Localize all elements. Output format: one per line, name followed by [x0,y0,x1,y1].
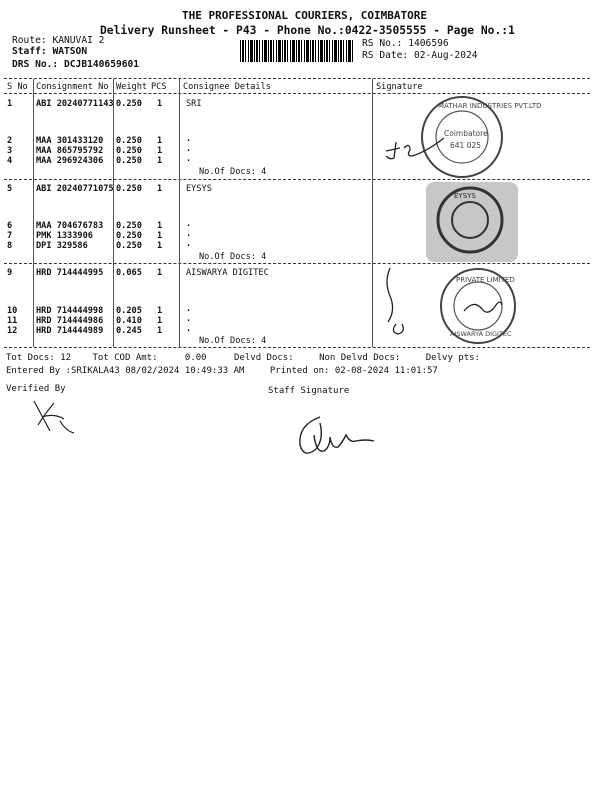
cell-sno: 3 [7,146,13,156]
cell-sno: 5 [7,184,13,194]
cell-detail: . [186,229,192,239]
cell-detail: . [186,154,192,164]
cell-weight: 0.250 [116,136,142,146]
cell-weight: 0.250 [116,241,142,251]
cell-detail: . [186,324,192,334]
cell-weight: 0.250 [116,146,142,156]
cell-pcs: 1 [157,136,163,146]
company-stamp-1 [422,97,542,177]
col-header-sno: S No [7,82,28,92]
cell-consignment: ABI 20240771143 [36,99,114,109]
cell-sno: 9 [7,268,13,278]
header-bottom-rule [4,93,590,94]
tot-cod-label: Tot COD Amt: [92,353,158,363]
cell-sno: 7 [7,231,13,241]
cell-consignment: MAA 296924306 [36,156,104,166]
stamp-3-bottom-text: AISWARYA DIGITEC [450,330,512,338]
tot-docs-label: Tot Docs: [6,353,55,363]
delvd-docs-label: Delvd Docs: [234,353,294,363]
non-delvd-docs-label: Non Delvd Docs: [319,353,401,363]
cell-consignment: MAA 301433120 [36,136,104,146]
printed-on-label: Printed on: [269,366,330,376]
cell-pcs: 1 [157,146,163,156]
cell-detail: . [186,304,192,314]
signature-area [374,96,574,346]
cell-weight: 0.245 [116,326,142,336]
cell-weight: 0.410 [116,316,142,326]
route-line [12,35,104,46]
cell-pcs: 1 [157,221,163,231]
totals-line [6,353,480,363]
cell-weight: 0.250 [116,99,142,109]
cell-consignment: HRD 714444995 [36,268,104,278]
rs-date-line [362,50,478,61]
entered-line [6,366,438,376]
tot-cod-value: 0.00 [184,353,207,363]
cell-consignment: ABI 20240771075 [36,184,114,194]
cell-detail: . [186,134,192,144]
drs-value: DCJB140659601 [64,59,140,70]
cell-weight: 0.250 [116,156,142,166]
staff-signature [290,405,400,465]
consignee-name: EYSYS [186,184,212,194]
cell-consignment: HRD 714444998 [36,306,104,316]
cell-sno: 1 [7,99,13,109]
cell-pcs: 1 [157,156,163,166]
handwritten-signature-1 [386,138,444,159]
cell-pcs: 1 [157,326,163,336]
staff-signature-label: Staff Signature [268,386,350,396]
cell-weight: 0.250 [116,221,142,231]
stamp-3-top-text: PRIVATE LIMITED [456,276,515,284]
cell-pcs: 1 [157,99,163,109]
cell-sno: 11 [7,316,18,326]
stamp-1-mid-text: Coimbatore [444,129,488,138]
cell-pcs: 1 [157,184,163,194]
cell-pcs: 1 [157,316,163,326]
tot-docs-value: 12 [60,353,72,363]
col-header-consignee: Consignee Details [183,82,271,92]
stamp-2-top-text: EYSYS [454,192,476,200]
col-header-signature: Signature [376,82,423,92]
table-top-rule [4,78,590,79]
delvy-pts-label: Delvy pts: [425,353,480,363]
cell-detail: . [186,219,192,229]
cell-weight: 0.065 [116,268,142,278]
staff-value: WATSON [52,46,88,57]
cell-sno: 4 [7,156,13,166]
cell-consignment: PMK 1333906 [36,231,93,241]
cell-sno: 6 [7,221,13,231]
entered-by-label: Entered By : [6,366,72,376]
consignee-name: SRI [186,99,202,109]
printed-on-value: 02-08-2024 11:01:57 [334,366,438,376]
cell-consignment: MAA 704676783 [36,221,104,231]
rs-date-value: 02-Aug-2024 [414,50,478,61]
docs-count: No.Of Docs: 4 [199,167,267,177]
cell-pcs: 1 [157,306,163,316]
verifier-signature [20,395,90,445]
entered-by-value: SRIKALA43 08/02/2024 10:49:33 AM [71,366,245,376]
route-label: Route: [12,35,47,46]
stamp-1-bottom-text: 641 025 [450,141,482,150]
drs-line [12,59,139,70]
col-header-weight: Weight [116,82,148,92]
staff-label: Staff: [12,46,47,57]
cell-detail: . [186,239,192,249]
drs-label: DRS No.: [12,59,59,70]
rs-no-label: RS No.: [362,38,403,49]
verified-by-label: Verified By [6,384,66,394]
cell-pcs: 1 [157,231,163,241]
rs-no-value: 1406596 [408,38,449,49]
docs-count: No.Of Docs: 4 [199,252,267,262]
col-divider [113,79,114,347]
cell-detail: . [186,314,192,324]
cell-consignment: DPI 329586 [36,241,88,251]
group-3-rule [4,347,590,348]
cell-sno: 12 [7,326,18,336]
stamp-1-top-text: MATHAR INDUSTRIES PVT.LTD [438,102,542,110]
col-divider [179,79,180,347]
cell-weight: 0.250 [116,184,142,194]
cell-detail: . [186,144,192,154]
cell-pcs: 1 [157,241,163,251]
cell-sno: 8 [7,241,13,251]
cell-weight: 0.250 [116,231,142,241]
col-header-pcs: PCS [151,82,167,92]
cell-pcs: 1 [157,268,163,278]
col-divider [33,79,34,347]
cell-consignment: MAA 865795792 [36,146,104,156]
col-header-consignment: Consignment No [36,82,109,92]
rs-no-line [362,38,449,49]
route-value: KANUVAI 2 [52,35,105,46]
cell-sno: 10 [7,306,18,316]
drs-barcode [240,40,354,62]
cell-consignment: HRD 714444986 [36,316,104,326]
cell-weight: 0.205 [116,306,142,316]
company-name: THE PROFESSIONAL COURIERS, COIMBATORE [182,9,428,22]
runsheet-title: Delivery Runsheet - P43 - Phone No.:0422-3505555 - Page No.:1 [100,24,515,37]
rs-date-label: RS Date: [362,50,409,61]
cell-consignment: HRD 714444989 [36,326,104,336]
company-stamp-2 [426,182,518,262]
consignee-name: AISWARYA DIGITEC [186,268,269,278]
cell-sno: 2 [7,136,13,146]
docs-count: No.Of Docs: 4 [199,336,267,346]
staff-line [12,46,87,57]
col-divider [372,79,373,347]
